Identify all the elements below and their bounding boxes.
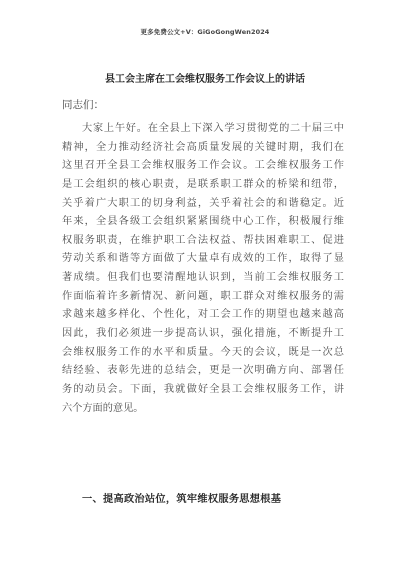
paragraph-line: 会维权服务工作的水平和质量。今天的会议，既是一次总 bbox=[62, 346, 344, 358]
paragraph-line: 权服务职责，在维护职工合法权益、帮扶困难职工、促进 bbox=[62, 234, 344, 246]
page-header: 更多免费公文+V：GiGoGongWen2024 bbox=[140, 28, 270, 36]
salutation: 同志们： bbox=[62, 99, 104, 111]
paragraph-line: 是工会组织的核心职责，是联系职工群众的桥梁和纽带， bbox=[62, 178, 344, 190]
paragraph-line: 年来，全县各级工会组织紧紧围绕中心工作，积极履行维 bbox=[62, 216, 344, 228]
paragraph-line: 著成绩。但我们也要清醒地认识到，当前工会维权服务工 bbox=[62, 272, 344, 284]
body-paragraph bbox=[62, 120, 344, 418]
section-heading: 一、提高政治站位，筑牢维权服务思想根基 bbox=[82, 493, 282, 505]
paragraph-line: 精神，全力推动经济社会高质量发展的关键时期，我们在 bbox=[62, 141, 344, 153]
paragraph-line: 求越来越多样化、个性化，对工会工作的期望也越来越高 bbox=[62, 309, 344, 321]
paragraph-line: 大家上午好。在全县上下深入学习贯彻党的二十届三中 bbox=[82, 123, 344, 134]
paragraph-line: 作面临着许多新情况、新问题，职工群众对维权服务的需 bbox=[62, 290, 344, 302]
paragraph-line: 劳动关系和谐等方面做了大量卓有成效的工作，取得了显 bbox=[62, 253, 344, 265]
paragraph-line: 关乎着广大职工的切身利益，关乎着社会的和谐稳定。近 bbox=[62, 197, 344, 209]
paragraph-line: 这里召开全县工会维权服务工作会议。工会维权服务工作 bbox=[62, 160, 344, 172]
paragraph-line: 因此，我们必须进一步提高认识，强化措施，不断提升工 bbox=[62, 328, 344, 340]
paragraph-line: 结经验、表彰先进的总结会，更是一次明确方向、部署任 bbox=[62, 365, 344, 377]
paragraph-line: 六个方面的意见。 bbox=[62, 402, 144, 414]
document-title: 县工会主席在工会维权服务工作会议上的讲话 bbox=[105, 74, 305, 85]
paragraph-line: 务的动员会。下面，我就做好全县工会维权服务工作，讲 bbox=[62, 383, 344, 395]
